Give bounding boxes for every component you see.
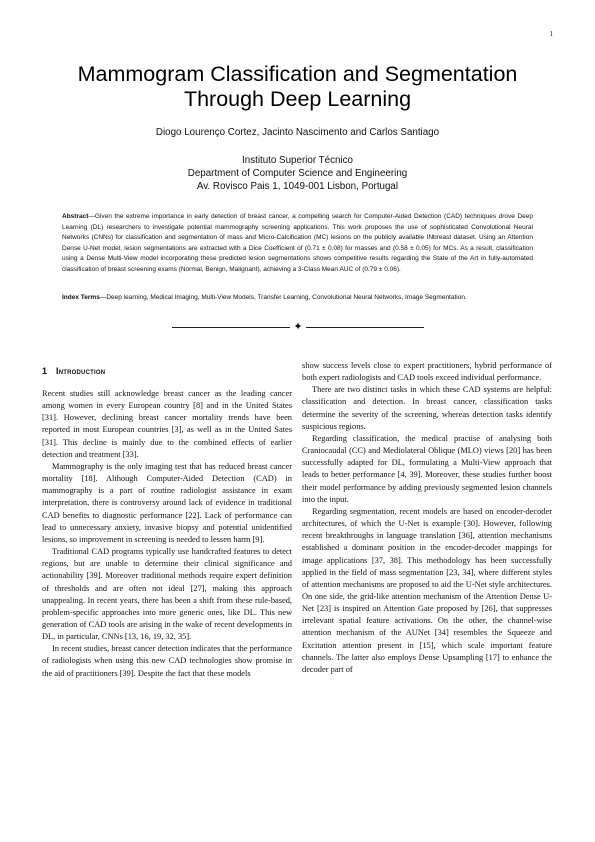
left-column xyxy=(42,366,292,680)
paper-title xyxy=(40,62,555,112)
abstract xyxy=(62,212,533,275)
abstract-label: Abstract xyxy=(62,213,89,220)
affiliation xyxy=(40,154,555,193)
divider-line-left xyxy=(172,327,290,328)
affiliation-institution: Instituto Superior Técnico xyxy=(242,155,353,166)
paragraph: Recent studies still acknowledge breast cancer as the leading cancer among women in every European country [8] and in the United States [31]. However, declining breast cancer mortality trends have been reported in most European countries [3], as well as in the United Sates [31]. This decline is mainly due to the combined effects of earlier detection and treatment [33]. xyxy=(42,389,292,459)
section-number: 1 xyxy=(42,366,48,376)
divider-ornament-icon: ✦ xyxy=(293,320,303,333)
page-number: 1 xyxy=(549,30,553,38)
index-terms-label: Index Terms xyxy=(62,294,100,301)
abstract-text: —Given the extreme importance in early detection of breast cancer, a compelling search for Computer-Aided Detection (CAD) techniques drove Deep Learning (DL) researchers to investigate potential mammography screening applications. This work proposes the use of sophisticated Convolutional Neural Networks (CNNs) for classification and segmentation of mass and Micro-Calcification (MC) lesions on the publicly available INbreast dataset. Using an Attention Dense U-Net model, lesion segmentations are extracted with a Dice Coefficient of (0.71 ± 0.08) for masses and (0.58 ± 0.05) for MCs. As a result, classification using a Dense Multi-View model incorporating these predicted lesion segmentations shows competitive results regarding the State of the Art in fully-automated classification of breast screening exams (Normal, Benign, Malignant), achieving a 3-Class Mean AUC of (0.79 ± 0.06). xyxy=(62,213,533,273)
section-divider xyxy=(172,320,424,333)
title-line-1: Mammogram Classification and Segmentation xyxy=(77,62,518,86)
author-list: Diogo Lourenço Cortez, Jacinto Nascimento and Carlos Santiago xyxy=(155,127,440,138)
section-title: Introduction xyxy=(56,366,106,376)
paragraph: Regarding segmentation, recent models are based on encoder-decoder architectures, of which the U-Net is example [30]. However, following recent breakthroughs in language translation [36], attention mechanisms established a dominant position in the encoder-decoder mappings for image applications [37, 38]. This methodology has been successfully applied in the field of mass segmentation [23, 34], where different styles of attention mechanisms are proposed to aid the U-Net style architectures. On one side, the grid-like attention mechanism of the Attention Dense U-Net [23] is inspired on Attention Gate proposed by [26], that suppresses irrelevant spatial feature activations. On the other, the channel-wise attention mechanism of the AUNet [34] resembles the Squeeze and Excitation attention present in [15], which scale important feature channels. The latter also employs Dense Upsampling [17] to enhance the decoder part of xyxy=(302,506,552,674)
paragraph: Regarding classification, the medical practise of analysing both Craniocaudal (CC) and Mediolateral Oblique (MLO) views [20] has been successfully adapted for DL, formulating a Multi-View approach that leads to better performance [4, 39]. Moreover, these studies further boost their model performance by adding previously segmented lesion channels into the input. xyxy=(302,433,552,504)
paragraph: In recent studies, breast cancer detection indicates that the performance of radiologists when using this new CAD technologies show promise in the aid of practitioners [39]. Despite the fact that these models xyxy=(42,644,292,678)
paragraph: There are two distinct tasks in which these CAD systems are helpful: classification and detection. In breast cancer, classification tasks determine the severity of the screening, whereas detection tasks identify suspicious regions. xyxy=(302,385,552,431)
paragraph: Traditional CAD programs typically use handcrafted features to detect regions, but are unable to determine their clinical significance and actionability [39]. Moreover traditional methods require expert definition of thresholds and are often not ideal [27], making this approach unappealing. In recent years, there has been a shift from these rule-based, problem-specific approaches into more generic ones, like DL. This new generation of CAD tools are arising in the wake of recent developments in DL, in particular, CNNs [13, 16, 19, 32, 35]. xyxy=(42,547,292,642)
affiliation-department: Department of Computer Science and Engineering xyxy=(187,168,408,179)
title-line-2: Through Deep Learning xyxy=(183,87,412,111)
paragraph: show success levels close to expert practitioners, hybrid performance of both expert radiologists and CAD tools exceed individual performance. xyxy=(302,361,552,383)
affiliation-address: Av. Rovisco Pais 1, 1049-001 Lisbon, Portugal xyxy=(196,181,399,192)
index-terms-text: —Deep learning, Medical Imaging, Multi-View Models, Transfer Learning, Convolutional Neural Networks, Image Segmentation. xyxy=(99,294,467,301)
section-heading xyxy=(42,366,292,376)
index-terms xyxy=(62,293,533,304)
right-column xyxy=(302,360,552,676)
paragraph: Mammography is the only imaging test that has reduced breast cancer mortality [18]. Although Computer-Aided Detection (CAD) in mammography is a part of routine radiologist assistance in exam interpretation, there is controversy around lack of evidence in traditional CAD benefits to diagnostic performance [22]. Lack of performance can lead to unnecessary anxiety, invasive biopsy and potential unidentified lesions, so improvement in screening is needed to lessen harm [9]. xyxy=(42,461,292,544)
divider-line-right xyxy=(306,327,424,328)
